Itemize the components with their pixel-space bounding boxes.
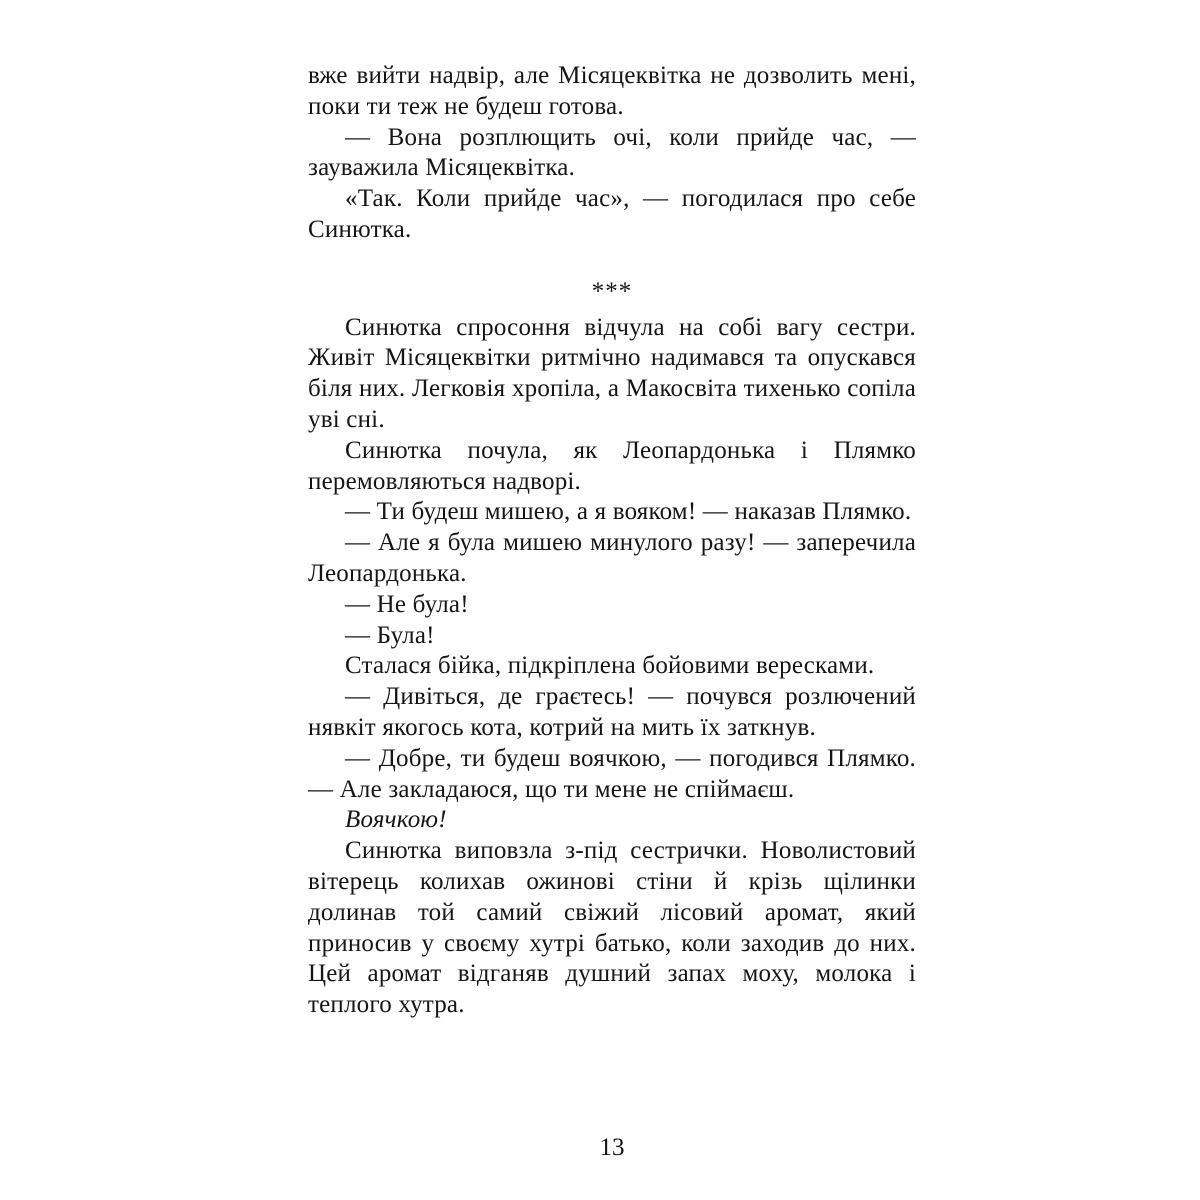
- text-column: [308, 61, 916, 1021]
- paragraph: Воячкою!: [345, 806, 447, 834]
- paragraph: — Не була!: [345, 590, 469, 618]
- paragraph: — Але я була мишею минулого разу! — заперечила Леопардонька.: [308, 529, 916, 587]
- paragraph: «Так. Коли прийде час», — погодилася про себе Синютка.: [308, 185, 916, 243]
- paragraph: — Була!: [345, 621, 435, 649]
- paragraph: — Добре, ти будеш воячкою, — погодився Плямко. — Але закладаюся, що ти мене не спіймаєш.: [308, 744, 916, 803]
- paragraph: Синютка почула, як Леопардонька і Плямко перемовляються надворі.: [308, 436, 916, 495]
- paragraph: — Дивіться, де граєтесь! — почувся розлючений нявкіт якогось кота, котрий на мить їх заткнув.: [308, 683, 916, 741]
- section-separator: ***: [591, 277, 633, 305]
- paragraph: Синютка спросоння відчула на собі вагу сестри. Живіт Місяцеквітки ритмічно надимався та опускався біля них. Легковія хропіла, а Макосвіта тихенько сопіла уві сні.: [308, 313, 916, 433]
- paragraph: Синютка виповзла з-під сестрички. Новолистовий вітерець колихав ожинові стіни й крізь щілинки долинав той самий свіжий лісовий аромат, який приносив у своєму хутрі батько, коли заходив до них. Цей аромат відганяв душний запах моху, молока і теплого хутра.: [308, 837, 916, 1019]
- paragraph: — Ти будеш мишею, а я вояком! — наказав Плямко.: [345, 498, 912, 526]
- paragraph: — Вона розплющить очі, коли прийде час, — зауважила Місяцеквітка.: [308, 123, 916, 182]
- page-number: 13: [599, 1134, 625, 1161]
- paragraph: вже вийти надвір, але Місяцеквітка не дозволить мені, поки ти теж не будеш готова.: [308, 62, 916, 120]
- paragraph: Сталася бійка, підкріплена бойовими вересками.: [345, 652, 875, 680]
